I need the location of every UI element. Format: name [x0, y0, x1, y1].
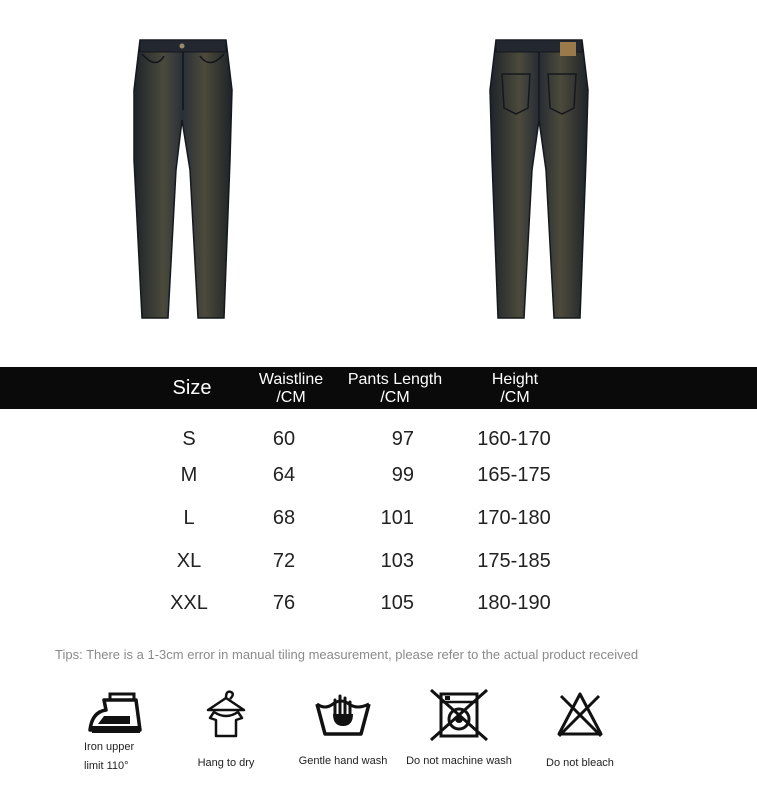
header-height-unit: /CM — [500, 389, 530, 406]
header-height — [470, 371, 560, 407]
cell-height: 180-190 — [477, 592, 551, 614]
table-row — [0, 460, 757, 490]
header-pants-length — [340, 371, 450, 407]
cell-size: XXL — [170, 592, 208, 614]
care-no-bleach — [532, 690, 628, 773]
hand-wash-label: Gentle hand wash — [298, 755, 388, 767]
cell-size: XL — [176, 550, 202, 572]
table-row — [0, 546, 757, 576]
no-machine-wash-label: Do not machine wash — [406, 755, 512, 767]
table-row — [0, 424, 757, 454]
header-pants-length-unit: /CM — [380, 389, 410, 406]
cell-length: 105 — [380, 592, 414, 614]
jeans-front-image — [120, 30, 242, 327]
no-bleach-icon — [555, 690, 605, 738]
cell-waist: 60 — [272, 428, 296, 450]
header-height-label: Height — [491, 371, 539, 388]
cell-waist: 68 — [272, 507, 296, 529]
care-hand-wash — [290, 690, 396, 771]
care-no-machine-wash — [400, 688, 518, 771]
cell-length: 99 — [391, 464, 414, 486]
iron-icon — [84, 690, 144, 738]
cell-size: S — [182, 428, 196, 450]
table-row — [0, 588, 757, 618]
no-machine-wash-icon — [427, 688, 491, 742]
care-iron — [74, 690, 154, 776]
header-waistline — [246, 371, 336, 407]
cell-waist: 64 — [272, 464, 296, 486]
care-hang-dry — [180, 688, 272, 773]
header-waistline-unit: /CM — [276, 389, 306, 406]
measurement-tips: Tips: There is a 1-3cm error in manual tiling measurement, please refer to the actual product received — [55, 647, 639, 662]
table-row — [0, 503, 757, 533]
cell-size: M — [180, 464, 198, 486]
cell-length: 97 — [391, 428, 414, 450]
iron-label-line1: Iron upper — [84, 741, 135, 753]
cell-height: 170-180 — [477, 507, 551, 529]
cell-length: 103 — [380, 550, 414, 572]
iron-label-line2: limit 110° — [84, 760, 129, 772]
cell-length: 101 — [380, 507, 414, 529]
hand-wash-icon — [313, 690, 373, 740]
hang-dry-label: Hang to dry — [197, 757, 255, 769]
no-bleach-label: Do not bleach — [546, 757, 614, 769]
cell-waist: 76 — [272, 592, 296, 614]
header-size: Size — [172, 377, 212, 399]
cell-height: 160-170 — [477, 428, 551, 450]
header-waistline-label: Waistline — [258, 371, 324, 388]
hanger-icon — [204, 688, 248, 740]
header-pants-length-label: Pants Length — [347, 371, 443, 388]
cell-waist: 72 — [272, 550, 296, 572]
size-table-header — [0, 367, 757, 409]
jeans-back-image — [478, 30, 600, 327]
cell-height: 165-175 — [477, 464, 551, 486]
cell-size: L — [183, 507, 195, 529]
cell-height: 175-185 — [477, 550, 551, 572]
